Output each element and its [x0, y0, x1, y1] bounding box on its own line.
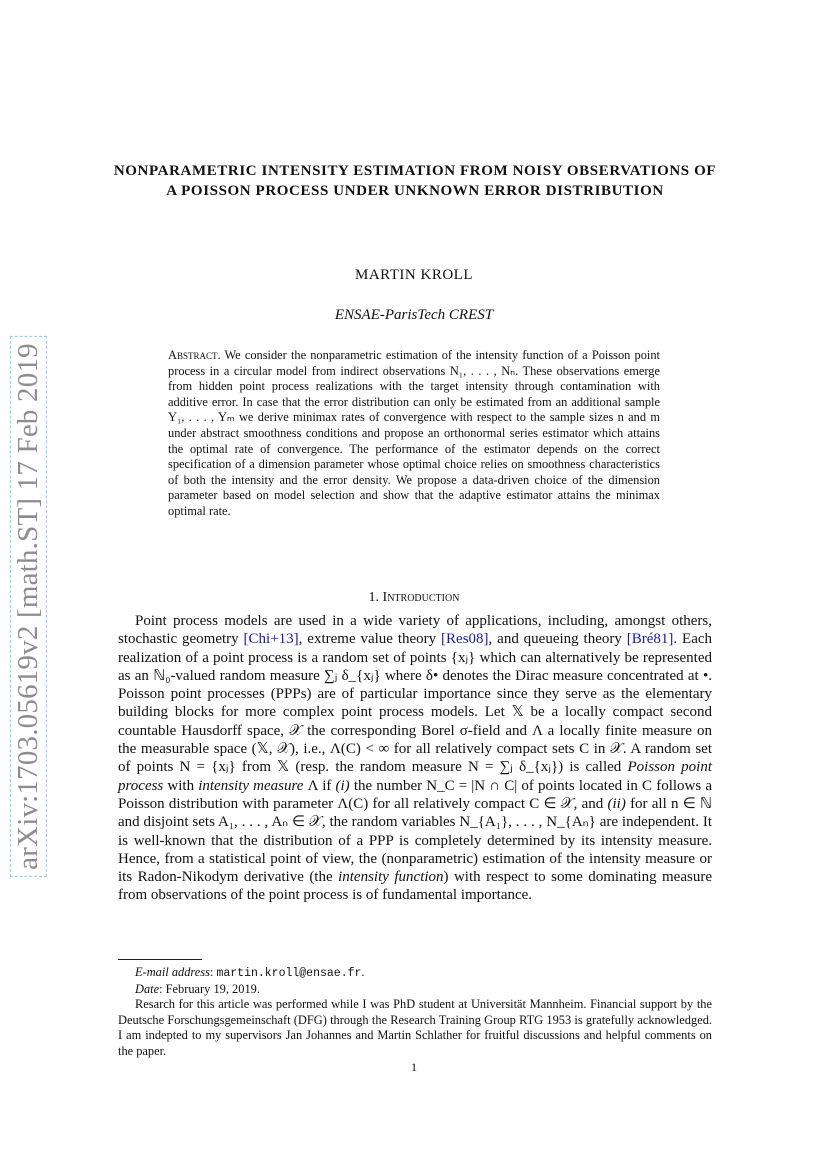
arxiv-stamp [6, 318, 50, 894]
footnote-date: Date: February 19, 2019. [135, 981, 260, 996]
email-label: E-mail address [135, 965, 210, 979]
section-number: 1. [368, 590, 380, 605]
arxiv-stamp-text: arXiv:1703.05619v2 [math.ST] 17 Feb 2019 [10, 336, 47, 877]
abstract-text: We consider the nonparametric estimation of the intensity function of a Poisson point process in a circular model from indirect observations N₁, . . . , Nₙ. These observations emerge from hidden point process realizations with the target intensity through contamination with additive error. In case that the error distribution can only be estimated from an additional sample Y₁, . . . , Yₘ we derive minimax rates of convergence with respect to the sample sizes n and m under abstract smoothness conditions and propose an orthonormal series estimator which attains the optimal rate of convergence. The performance of the estimator depends on the correct specification of a dimension parameter whose optimal choice relies on smoothness characteristics of both the intensity and the error density. We propose a data-driven choice of the dimension parameter based on model selection and show that the adaptive estimator attains the minimax optimal rate. [168, 348, 660, 518]
intro-text-2: , extreme value theory [298, 631, 442, 648]
citation-link[interactable]: [Res08] [441, 631, 489, 648]
footnote-funding: Resarch for this article was performed while I was PhD student at Universität Mannheim. Financial support by the Deutsche Forschungsgemeinschaft (DFG) through the Research Training Group RTG 1953 is gratefully acknowledged. I am indepted to my supervisors Jan Johannes and Martin Schlather for fruitful discussions and helpful comments on the paper. [118, 997, 712, 1058]
emphasis: intensity function [338, 869, 444, 886]
footnote-email: E-mail address: martin.kroll@ensae.fr. [135, 965, 365, 980]
emphasis: Poisson point process [118, 759, 712, 794]
intro-text-8: for all n ∈ ℕ and disjoint sets A₁, . . . , Aₙ ∈ 𝒳, the random variables N_{A₁}, . . . , N_{Aₙ} are independent. It is well-known that the distribution of a PPP is completely determined by its intensity measure. Hence, from a statistical point of view, the (nonparametric) estimation of the intensity measure or its Radon-Nikodym derivative (the [118, 795, 712, 886]
abstract-label: Abstract. [168, 348, 221, 362]
abstract [168, 348, 660, 520]
email-address[interactable]: martin.kroll@ensae.fr [216, 967, 362, 980]
paper-title: NONPARAMETRIC INTENSITY ESTIMATION FROM NOISY OBSERVATIONS OF A POISSON PROCESS UNDER UNKNOWN ERROR DISTRIBUTION [113, 163, 717, 199]
emphasis: (ii) [607, 795, 626, 812]
section-heading [0, 590, 828, 606]
page-number: 1 [411, 1060, 417, 1074]
footnote-rule [118, 959, 202, 960]
intro-text-3: , and queueing theory [488, 631, 627, 648]
section-title: Introduction [382, 590, 460, 605]
date-label: Date [135, 981, 160, 996]
citation-link[interactable]: [Bré81] [626, 631, 674, 648]
author-name: MARTIN KROLL [354, 267, 473, 283]
intro-paragraph [118, 612, 712, 905]
intro-text-9: ) with respect to some dominating measure from observations of the point process is of fundamental importance. [118, 869, 712, 904]
date-value: February 19, 2019. [165, 981, 260, 996]
intro-text-4: . Each realization of a point process is a random set of points {xⱼ} which can alternatively be represented as an ℕ₀-valued random measure ∑ⱼ δ_{xⱼ} where δ• denotes the Dirac measure concentrated at •. Poisson point processes (PPPs) are of particular importance since they serve as the elementary building blocks for more complex point process models. Let 𝕏 be a locally compact second countable Hausdorff space, 𝒳 the corresponding Borel σ-field and Λ a locally finite measure on the measurable space (𝕏, 𝒳), i.e., Λ(C) < ∞ for all relatively compact sets C in 𝒳. A random set of points N = {xⱼ} from 𝕏 (resp. the random measure N = ∑ⱼ δ_{xⱼ}) is called [118, 631, 713, 776]
emphasis: (i) [335, 777, 350, 794]
footnotes [118, 965, 712, 1060]
intro-text-7: the number N_C = |N ∩ C| of points located in C follows a Poisson distribution with parameter Λ(C) for all relatively compact C ∈ 𝒳, and [118, 777, 712, 812]
intro-text-5: with [163, 777, 199, 794]
author-affiliation: ENSAE-ParisTech CREST [334, 307, 494, 323]
emphasis: intensity measure [198, 777, 304, 794]
intro-text-1: Point process models are used in a wide variety of applications, including, amongst others, stochastic geometry [118, 613, 712, 648]
citation-link[interactable]: [Chi+13] [243, 631, 299, 648]
intro-text-6: Λ if [303, 777, 336, 794]
